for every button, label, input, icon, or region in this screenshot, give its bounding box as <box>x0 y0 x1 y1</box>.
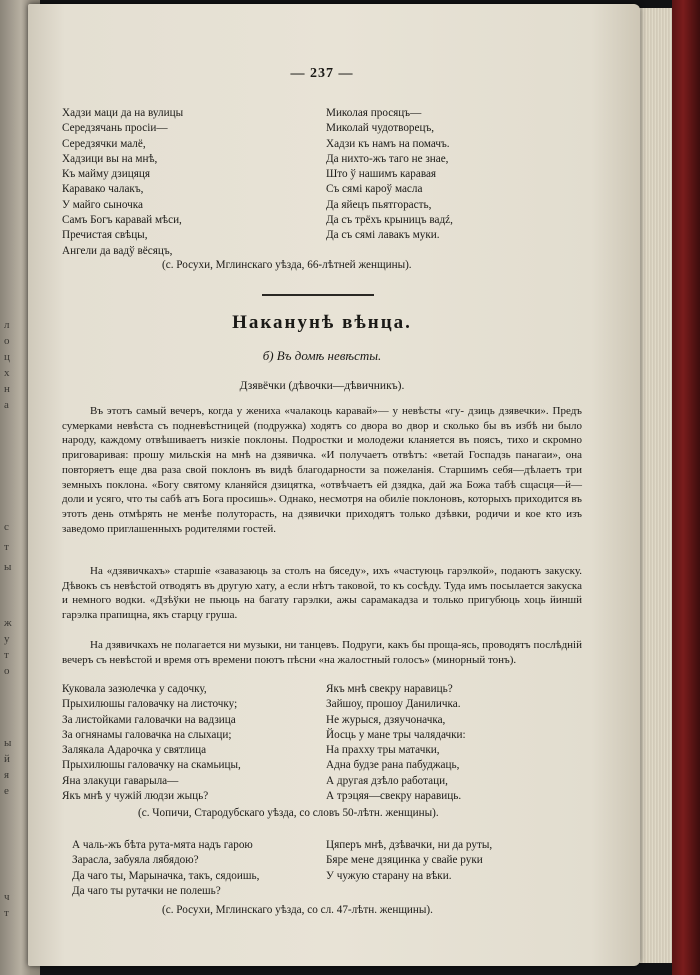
facing-page <box>0 0 30 975</box>
verse-line: Миколая просяцъ— <box>326 107 422 119</box>
poem-1-right-column <box>326 106 453 244</box>
verse-line: Пречистая свѣцы, <box>62 229 148 242</box>
verse-line: Каравако чалакъ, <box>62 183 144 196</box>
verse-line: Ангели да вадў вёсяцъ, <box>62 244 173 257</box>
facing-page-mark: т <box>4 541 9 553</box>
verse-line: За листойками галовачки на вадзица <box>62 713 236 726</box>
verse-line: Къ майму дзицяця <box>62 168 150 181</box>
facing-page-mark: а <box>4 399 9 411</box>
poem-3-right-column <box>326 838 492 884</box>
verse-line: Середзячки малё, <box>62 137 146 150</box>
verse-line: Цяперъ мнѣ, дзѣвачки, ни да руты, <box>326 839 493 851</box>
verse-line: На прахху тры матачки, <box>326 744 440 757</box>
verse-line: Адна будзе рана пабуджаць, <box>326 759 460 772</box>
facing-page-mark: х <box>4 367 10 379</box>
facing-page-mark: я <box>4 769 10 781</box>
verse-line: У майго сыночка <box>62 198 144 211</box>
paragraph-2: На «дзявичкахъ» старшіе «завазаюць за столъ на бяседу», ихъ «частуюць гарэлкой», подаютъ закуску. Дѣвокъ съ невѣстой отводятъ въ другую хату, а если нѣтъ таковой, то къ сосѣду. Туда имъ посылается закуска и немного водки. «Дзѣўки не пьюць на багату гарэлки, ажы сарамакадза и только пригубюць хоць йиншй гарэлка прапищна, якъ старцу груша. <box>62 565 582 622</box>
verse-line: А чаль-жъ бѣта рута-мята надъ гарою <box>72 839 253 851</box>
verse-line: Што ў нашимъ каравая <box>326 168 437 181</box>
verse-line: За огнянамы галовачка на слыхаци; <box>62 728 232 741</box>
verse-line: Хадзици вы на мнѣ, <box>62 152 158 165</box>
section-title: Наканунѣ вѣнца. <box>232 312 412 333</box>
verse-line: Якъ мнѣ у чужій людзи жыць? <box>62 790 209 803</box>
poem-1-source: (с. Росухи, Мглинскаго уѣзда, 66-лѣтней женщины). <box>162 259 412 271</box>
facing-page-mark: ц <box>4 351 10 363</box>
page-number: — 237 — <box>290 66 354 81</box>
facing-page-mark: ы <box>4 737 12 749</box>
verse-line: Зайшоу, прошоу Даниличка. <box>326 698 461 711</box>
paragraph-1: Въ этотъ самый вечеръ, когда у жениха «чалакоць каравай»— у невѣсты «гу- дзиць дзявечки». Предъ сумерками невѣста съ подневѣстницей (подружка) ходятъ со двора во двор и сколько бы въ избѣ ни было народу, каждому отвѣшиваетъ низкіе поклоны. Подростки и молодежи кланяется въ поясъ, тихо и скромно приговаривая: прошу мильскія на мнѣ на дзявичка. «И получаетъ отвѣтъ: «ветай Госпадзь панагаи», она повторяетъ еще два раза свой поклонъ въ видѣ благодарности за пожеланія. Старшимъ себя—дѣлаетъ три земныхъ поклона. «Богу святому кланяйся дзицятка, «отвѣчаетъ ей дзядка, дай жа Божа табѣ сщасця—й—доли и усяго, что ты сабѣ атъ Бога просишь». Однако, несмотря на обиліе поклоновъ, которыхъ приходится въ этотъ день отмѣрять не менѣе полуторасть, на дзявички приходятъ только дзѣвки, родичи и кое кто изъ заведомо приглашенныхъ родителями гостей. <box>62 405 582 535</box>
subsection-title: б) Въ домѣ невѣсты. <box>262 348 382 363</box>
verse-line: Да чаго ты, Марыначка, такъ, сядоишь, <box>72 869 260 882</box>
facing-page-mark: е <box>4 785 9 797</box>
verse-line: Куковала зазюлечка у садочку, <box>62 683 207 695</box>
verse-line: Йосць у мане тры чалядачки: <box>326 728 466 741</box>
section-divider <box>262 294 374 296</box>
facing-page-mark: у <box>4 633 10 645</box>
facing-page-mark: о <box>4 335 10 347</box>
poem-2-right-column <box>326 682 466 804</box>
verse-line: Хадзи маци да на вулицы <box>62 107 184 119</box>
verse-line: Самъ Богъ каравай мѣси, <box>62 214 182 227</box>
verse-line: Да яйецъ пьятгорасть, <box>326 198 432 211</box>
verse-line: Не журыся, дзяучоначка, <box>326 713 446 726</box>
poem-1-left-column <box>62 106 183 259</box>
verse-line: А трэцяя—свекру наравиць. <box>326 790 462 803</box>
facing-page-mark: ч <box>4 891 10 903</box>
verse-line: Прыхилюшы галовачку на листочку; <box>62 698 238 711</box>
facing-page-mark: о <box>4 665 10 677</box>
verse-line: Да чаго ты рутачки не полешь? <box>72 884 221 897</box>
verse-line: Якъ мнѣ свекру наравиць? <box>326 683 453 695</box>
facing-page-mark: с <box>4 521 9 533</box>
book-cover-edge <box>672 0 700 975</box>
verse-line: Яна злакуци гаварыла— <box>62 774 179 787</box>
facing-page-mark: ж <box>4 617 12 629</box>
verse-line: Миколай чудотворецъ, <box>326 122 435 135</box>
verse-line: Прыхилюшы галовачку на скамьицы, <box>62 759 241 772</box>
verse-line: Да съ сямi лавакъ муки. <box>326 229 440 242</box>
verse-line: Да съ трёхъ крыницъ вадź, <box>326 214 453 227</box>
facing-page-mark: т <box>4 649 9 661</box>
facing-page-mark: ы <box>4 561 12 573</box>
facing-page-text <box>2 0 26 975</box>
poem-2-source: (с. Чопичи, Стародубскаго уѣзда, со словъ 50-лѣтн. женщины). <box>138 807 439 819</box>
verse-line: Залякала Адарочка у святлица <box>62 744 207 757</box>
poem-3-source: (с. Росухи, Мглинскаго уѣзда, со сл. 47-лѣтн. женщины). <box>162 904 433 916</box>
facing-page-mark: л <box>4 319 10 331</box>
poem-2-left-column <box>62 682 241 804</box>
poem-3-left-column <box>72 838 259 899</box>
verse-line: Съ сямi кароў масла <box>326 183 423 196</box>
book-page <box>28 4 640 966</box>
verse-line: Бяре мене дзяцинка у свайе руки <box>326 854 483 867</box>
paragraph-3: На дзявичкахъ не полагается ни музыки, ни танцевъ. Подруги, какъ бы проща-ясь, проводятъ послѣдній вечеръ съ невѣстой и время отъ времени поютъ пѣсни «на жалостный голосъ» (минорный тонъ). <box>62 639 582 666</box>
verse-line: Зарасла, забуяла лябядою? <box>72 854 199 867</box>
song-title: Дзявёчки (дѣвочки—дѣвичникъ). <box>239 380 405 392</box>
verse-line: Середзячань просіи— <box>62 122 168 135</box>
facing-page-mark: т <box>4 907 9 919</box>
verse-line: А другая дзѣло работаци, <box>326 774 448 787</box>
facing-page-mark: н <box>4 383 10 395</box>
verse-line: Да нихто-жъ таго не знае, <box>326 152 449 165</box>
facing-page-mark: й <box>4 753 10 765</box>
verse-line: У чужую старану на вѣки. <box>326 869 452 882</box>
verse-line: Хадзи къ намъ на помачъ. <box>326 137 450 150</box>
